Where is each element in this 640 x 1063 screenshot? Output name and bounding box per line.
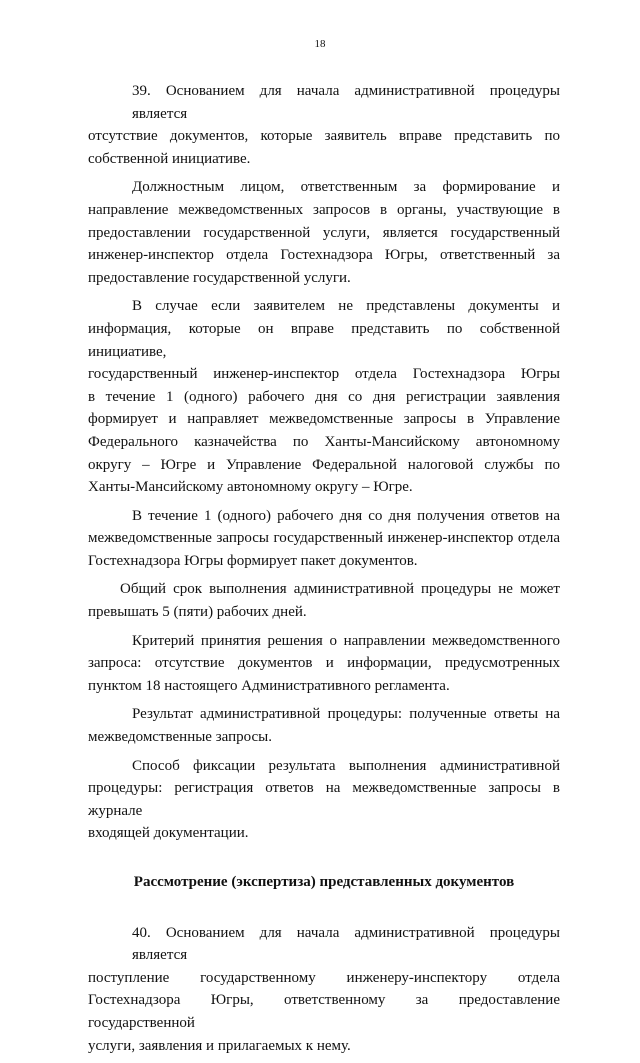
text-line: В случае если заявителем не представлены документы и (132, 298, 560, 315)
paragraph-fixation (88, 755, 560, 845)
text-line: услуги, заявления и прилагаемых к нему. (88, 1037, 351, 1054)
text-line: процедуры: регистрация ответов на межведомственные запросы в журнале (88, 780, 560, 819)
text-line: Федерального казначейства по Ханты-Мансийскому автономному (88, 433, 560, 450)
text-line: входящей документации. (88, 825, 249, 842)
section-heading: Рассмотрение (экспертиза) представленных документов (133, 874, 515, 890)
text-line: собственной инициативе. (88, 150, 251, 167)
paragraph-responsible-official (88, 176, 560, 289)
text-line: предоставлении государственной услуги, является государственный (88, 224, 560, 241)
text-line: 39. Основанием для начала административной процедуры является (132, 83, 560, 122)
text-line: Критерий принятия решения о направлении межведомственного (132, 632, 560, 649)
paragraph-39 (88, 80, 560, 170)
document-body (88, 80, 560, 1063)
text-line: Общий срок выполнения административной процедуры не может (120, 581, 560, 598)
paragraph-package (88, 505, 560, 573)
text-line: пунктом 18 настоящего Административного регламента. (88, 677, 450, 694)
text-line: Должностным лицом, ответственным за формирование и (132, 179, 560, 196)
text-line: государственный инженер-инспектор отдела Гостехнадзора Югры (88, 366, 560, 383)
text-line: запроса: отсутствие документов и информации, предусмотренных (88, 655, 560, 672)
paragraph-total-term (88, 578, 560, 623)
text-line: округу – Югре и Управление Федеральной налоговой службы по (88, 456, 560, 473)
text-line: превышать 5 (пяти) рабочих дней. (88, 604, 307, 621)
text-line: информация, которые он вправе представить по собственной инициативе, (88, 320, 560, 360)
paragraph-result (88, 703, 560, 748)
text-line: отсутствие документов, которые заявитель вправе представить по (88, 128, 560, 145)
page-number: 18 (314, 38, 326, 50)
paragraph-40 (88, 922, 560, 1058)
text-line: В течение 1 (одного) рабочего дня со дня получения ответов на (132, 507, 560, 524)
text-line: предоставление государственной услуги. (88, 269, 351, 286)
text-line: 40. Основанием для начала административной процедуры является (132, 924, 560, 964)
text-line: межведомственные запросы. (88, 729, 272, 746)
text-line: межведомственные запросы государственный инженер-инспектор отдела (88, 530, 560, 547)
text-line: Результат административной процедуры: полученные ответы на (132, 706, 560, 723)
text-line: формирует и направляет межведомственные запросы в Управление (88, 411, 560, 428)
text-line: Способ фиксации результата выполнения административной (132, 757, 560, 774)
text-line: в течение 1 (одного) рабочего дня со дня регистрации заявления (88, 388, 560, 405)
text-line: поступление государственному инженеру-инспектору отдела (88, 969, 560, 986)
text-line: Ханты-Мансийскому автономному округу – Югре. (88, 479, 413, 496)
text-line: Гостехнадзора Югры, ответственному за предоставление государственной (88, 992, 560, 1031)
paragraph-requests (88, 295, 560, 498)
paragraph-criterion (88, 630, 560, 698)
text-line: Гостехнадзора Югры формирует пакет документов. (88, 552, 418, 569)
text-line: направление межведомственных запросов в органы, участвующие в (88, 201, 560, 218)
text-line: инженер-инспектор отдела Гостехнадзора Югры, ответственный за (88, 247, 560, 264)
